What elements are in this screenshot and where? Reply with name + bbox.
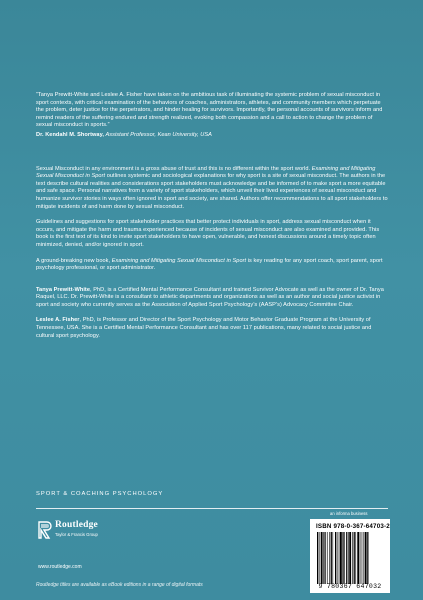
barcode-bar — [344, 532, 345, 584]
barcode-digits: 9 780367 647032 — [318, 583, 382, 590]
ebook-footnote: Routledge titles are available as eBook editions in a range of digital formats — [36, 582, 203, 588]
barcode-bar — [317, 532, 318, 584]
barcode-bar — [346, 532, 347, 584]
barcode-bar — [323, 532, 324, 584]
barcode-bar — [365, 532, 367, 584]
barcode-bar — [339, 532, 340, 584]
description-paragraph-1: Sexual Misconduct in any environment is a gross abuse of trust and this is no different within the sport world. Examining and Mitigating Sexual Misconduct in Sport outlines systemic and sociological explanations for why sport is a site of sexual misconduct. The authors in the text describe cultural realities and considerations sport stakeholders must acknowledge and be informed of to make sport a more equitable and safe space. Personal narratives from a variety of sport stakeholders, which unveil their lived experiences of sexual misconduct and humanize survivor stories in ways often ignored in sport and society, are shared. Authors offer recommendations to all sport stakeholders to mitigate incidents of and harm done by sexual misconduct. — [36, 165, 388, 210]
author-bio-2: Leslee A. Fisher, PhD, is Professor and Director of the Sport Psychology and Motor Behavior Graduate Program at the University of Tennessee, USA. She is a Certified Mental Performance Consultant and has over 117 publications, many related to social justice and cultural sport psychology. — [36, 317, 372, 339]
author-bio-1: Tanya Prewitt-White, PhD, is a Certified Mental Performance Consultant and trained Survivor Advocate as well as the owner of Dr. Tanya Raquel, LLC. Dr. Prewitt-White is a consultant to athletic departments and organizations as well as an author and social justice activist in sport and society who currently serves as the Association of Applied Sport Psychology’s (AASP’s) Advocacy Committee Chair. — [36, 286, 384, 308]
barcode-panel — [310, 519, 390, 593]
barcode-bar — [329, 532, 330, 584]
routledge-mark-icon — [38, 521, 52, 539]
barcode-bar — [354, 532, 355, 584]
barcode-bar — [348, 532, 349, 584]
description-paragraph-2: Guidelines and suggestions for sport stakeholder practices that better protect individuals in sport, address sexual misconduct when it occurs, and mitigate the harm and trauma experienced because of incidents of sexual misconduct are also examined and provided. This book is the first text of its kind to invite sport stakeholders to have open, vulnerable, and honest discussions around a timely topic often minimized, denied, and/or ignored in sport. — [36, 219, 380, 248]
endorsement-attribution: Dr. Kendahl M. Shortway, Assistant Professor, Kean University, USA — [36, 131, 212, 138]
publisher-url: www.routledge.com — [38, 564, 82, 570]
barcode-bar — [321, 532, 323, 584]
endorsement-quote: “Tanya Prewitt-White and Leslee A. Fisher have taken on the ambitious task of illuminating the systemic problem of sexual misconduct in sport contexts, with critical examination of the behaviors of coaches, administrators, athletes, and community members which perpetuate the problem, deter justice for the perpetrators, and hinder healing for survivors. Importantly, the personal accounts of survivors inform and remind readers of the suffering endured and strength realized, evoking both compassion and a call to action to change the problem of sexual misconduct in sports.” — [36, 92, 383, 129]
publisher-name: Routledge — [55, 520, 98, 530]
barcode-bar — [337, 532, 338, 584]
barcode-bar — [327, 532, 328, 584]
barcode-bar — [364, 532, 365, 584]
barcode-bar — [342, 532, 343, 584]
barcode-bar — [324, 532, 325, 584]
barcode-bar — [360, 532, 361, 584]
informa-tagline: an informa business — [330, 511, 368, 516]
barcode-bar — [333, 532, 334, 584]
subject-category: SPORT & COACHING PSYCHOLOGY — [36, 491, 164, 497]
barcode-bar — [362, 532, 363, 584]
barcode-icon — [316, 532, 384, 584]
barcode-bar — [335, 532, 336, 584]
description-paragraph-3: A ground-breaking new book, Examining and Mitigating Sexual Misconduct in Sport is key reading for any sport coach, sport parent, sport psychology professional, or sport administrator. — [36, 257, 383, 272]
barcode-bar — [367, 532, 368, 584]
isbn-label: ISBN 978-0-367-64703-2 — [316, 523, 390, 530]
barcode-bar — [355, 532, 356, 584]
barcode-bar — [319, 532, 320, 584]
publisher-logo — [38, 519, 108, 559]
barcode-bar — [352, 532, 353, 584]
cover-text-block — [36, 92, 388, 348]
publisher-group: Taylor & Francis Group — [55, 532, 98, 537]
barcode-bar — [357, 532, 359, 584]
barcode-bar — [349, 532, 351, 584]
barcode-bar — [340, 532, 342, 584]
barcode-bar — [331, 532, 332, 584]
divider-line — [36, 508, 388, 509]
